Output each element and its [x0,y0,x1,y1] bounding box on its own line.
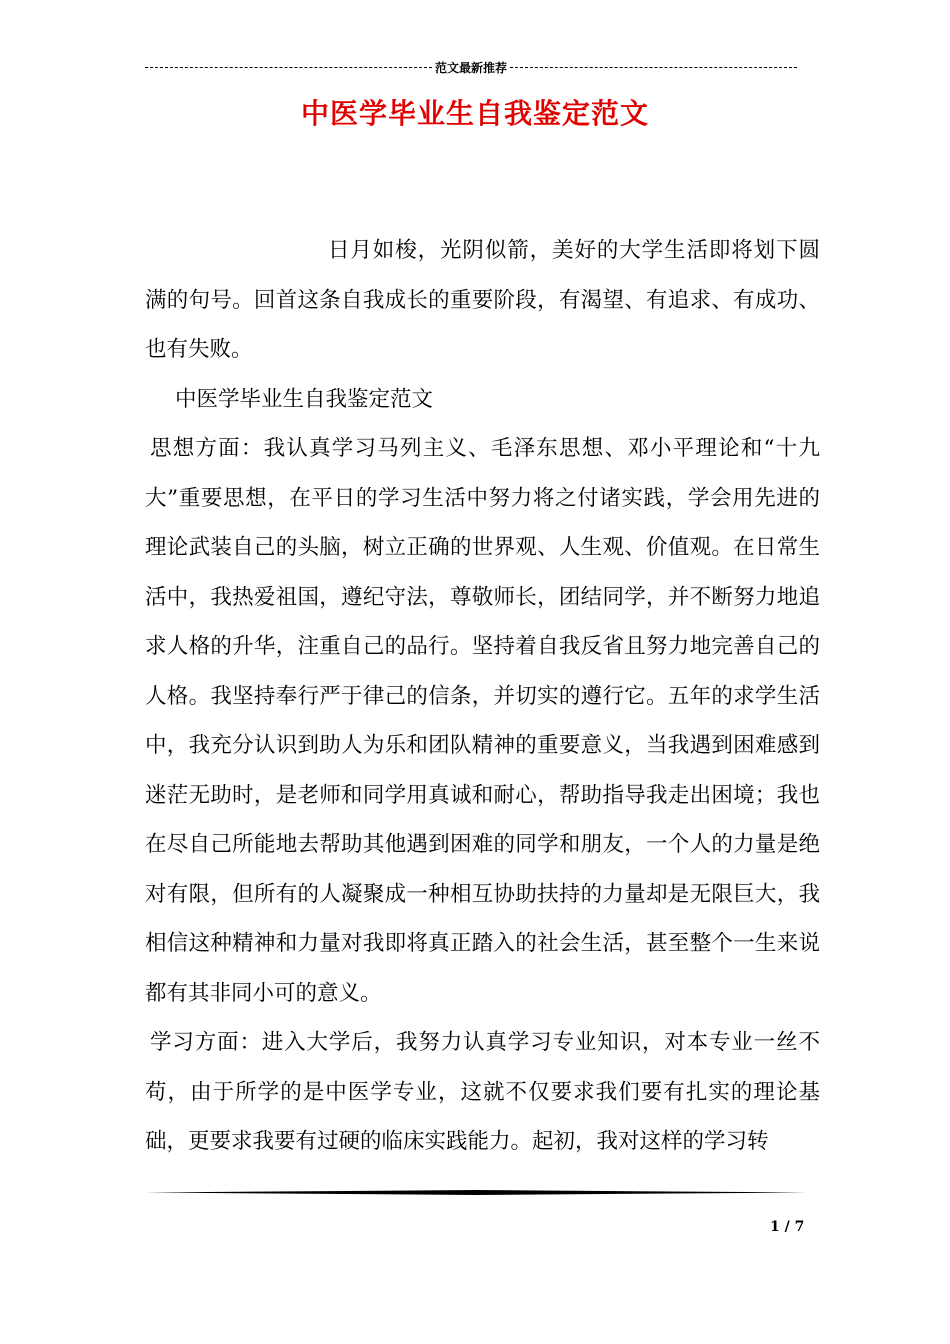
page-number: 1 / 7 [770,1219,805,1235]
header-dash-right [510,67,797,68]
header-dash-left [145,67,432,68]
header-rule [145,58,797,76]
thought-paragraph: 思想方面：我认真学习马列主义、毛泽东思想、邓小平理论和“十九大”重要思想，在平日的学习生活中努力将之付诸实践，学会用先进的理论武装自己的头脑，树立正确的世界观、人生观、价值观。在日常生活中，我热爱祖国，遵纪守法，尊敬师长，团结同学，并不断努力地追求人格的升华，注重自己的品行。坚持着自我反省且努力地完善自己的人格。我坚持奉行严于律己的信条，并切实的遵行它。五年的求学生活中，我充分认识到助人为乐和团队精神的重要意义，当我遇到困难感到迷茫无助时，是老师和同学用真诚和耐心，帮助指导我走出困境；我也在尽自己所能地去帮助其他遇到困难的同学和朋友，一个人的力量是绝对有限，但所有的人凝聚成一种相互协助扶持的力量却是无限巨大，我相信这种精神和力量对我即将真正踏入的社会生活，甚至整个一生来说都有其非同小可的意义。 [145,436,820,1006]
subtitle-paragraph: 中医学毕业生自我鉴定范文 [175,386,434,412]
footer-rule-line [145,1190,807,1195]
document-title: 中医学毕业生自我鉴定范文 [300,97,649,130]
intro-paragraph: 日月如梭，光阴似箭，美好的大学生活即将划下圆满的句号。回首这条自我成长的重要阶段，有渴望、有追求、有成功、也有失败。 [145,238,820,362]
header-label: 范文最新推荐 [435,60,508,75]
study-paragraph: 学习方面：进入大学后，我努力认真学习专业知识，对本专业一丝不苟，由于所学的是中医学专业，这就不仅要求我们要有扎实的理论基础，更要求我要有过硬的临床实践能力。起初，我对这样的学习转 [145,1030,820,1154]
footer-rule [145,1190,807,1195]
document-body [145,226,820,1167]
